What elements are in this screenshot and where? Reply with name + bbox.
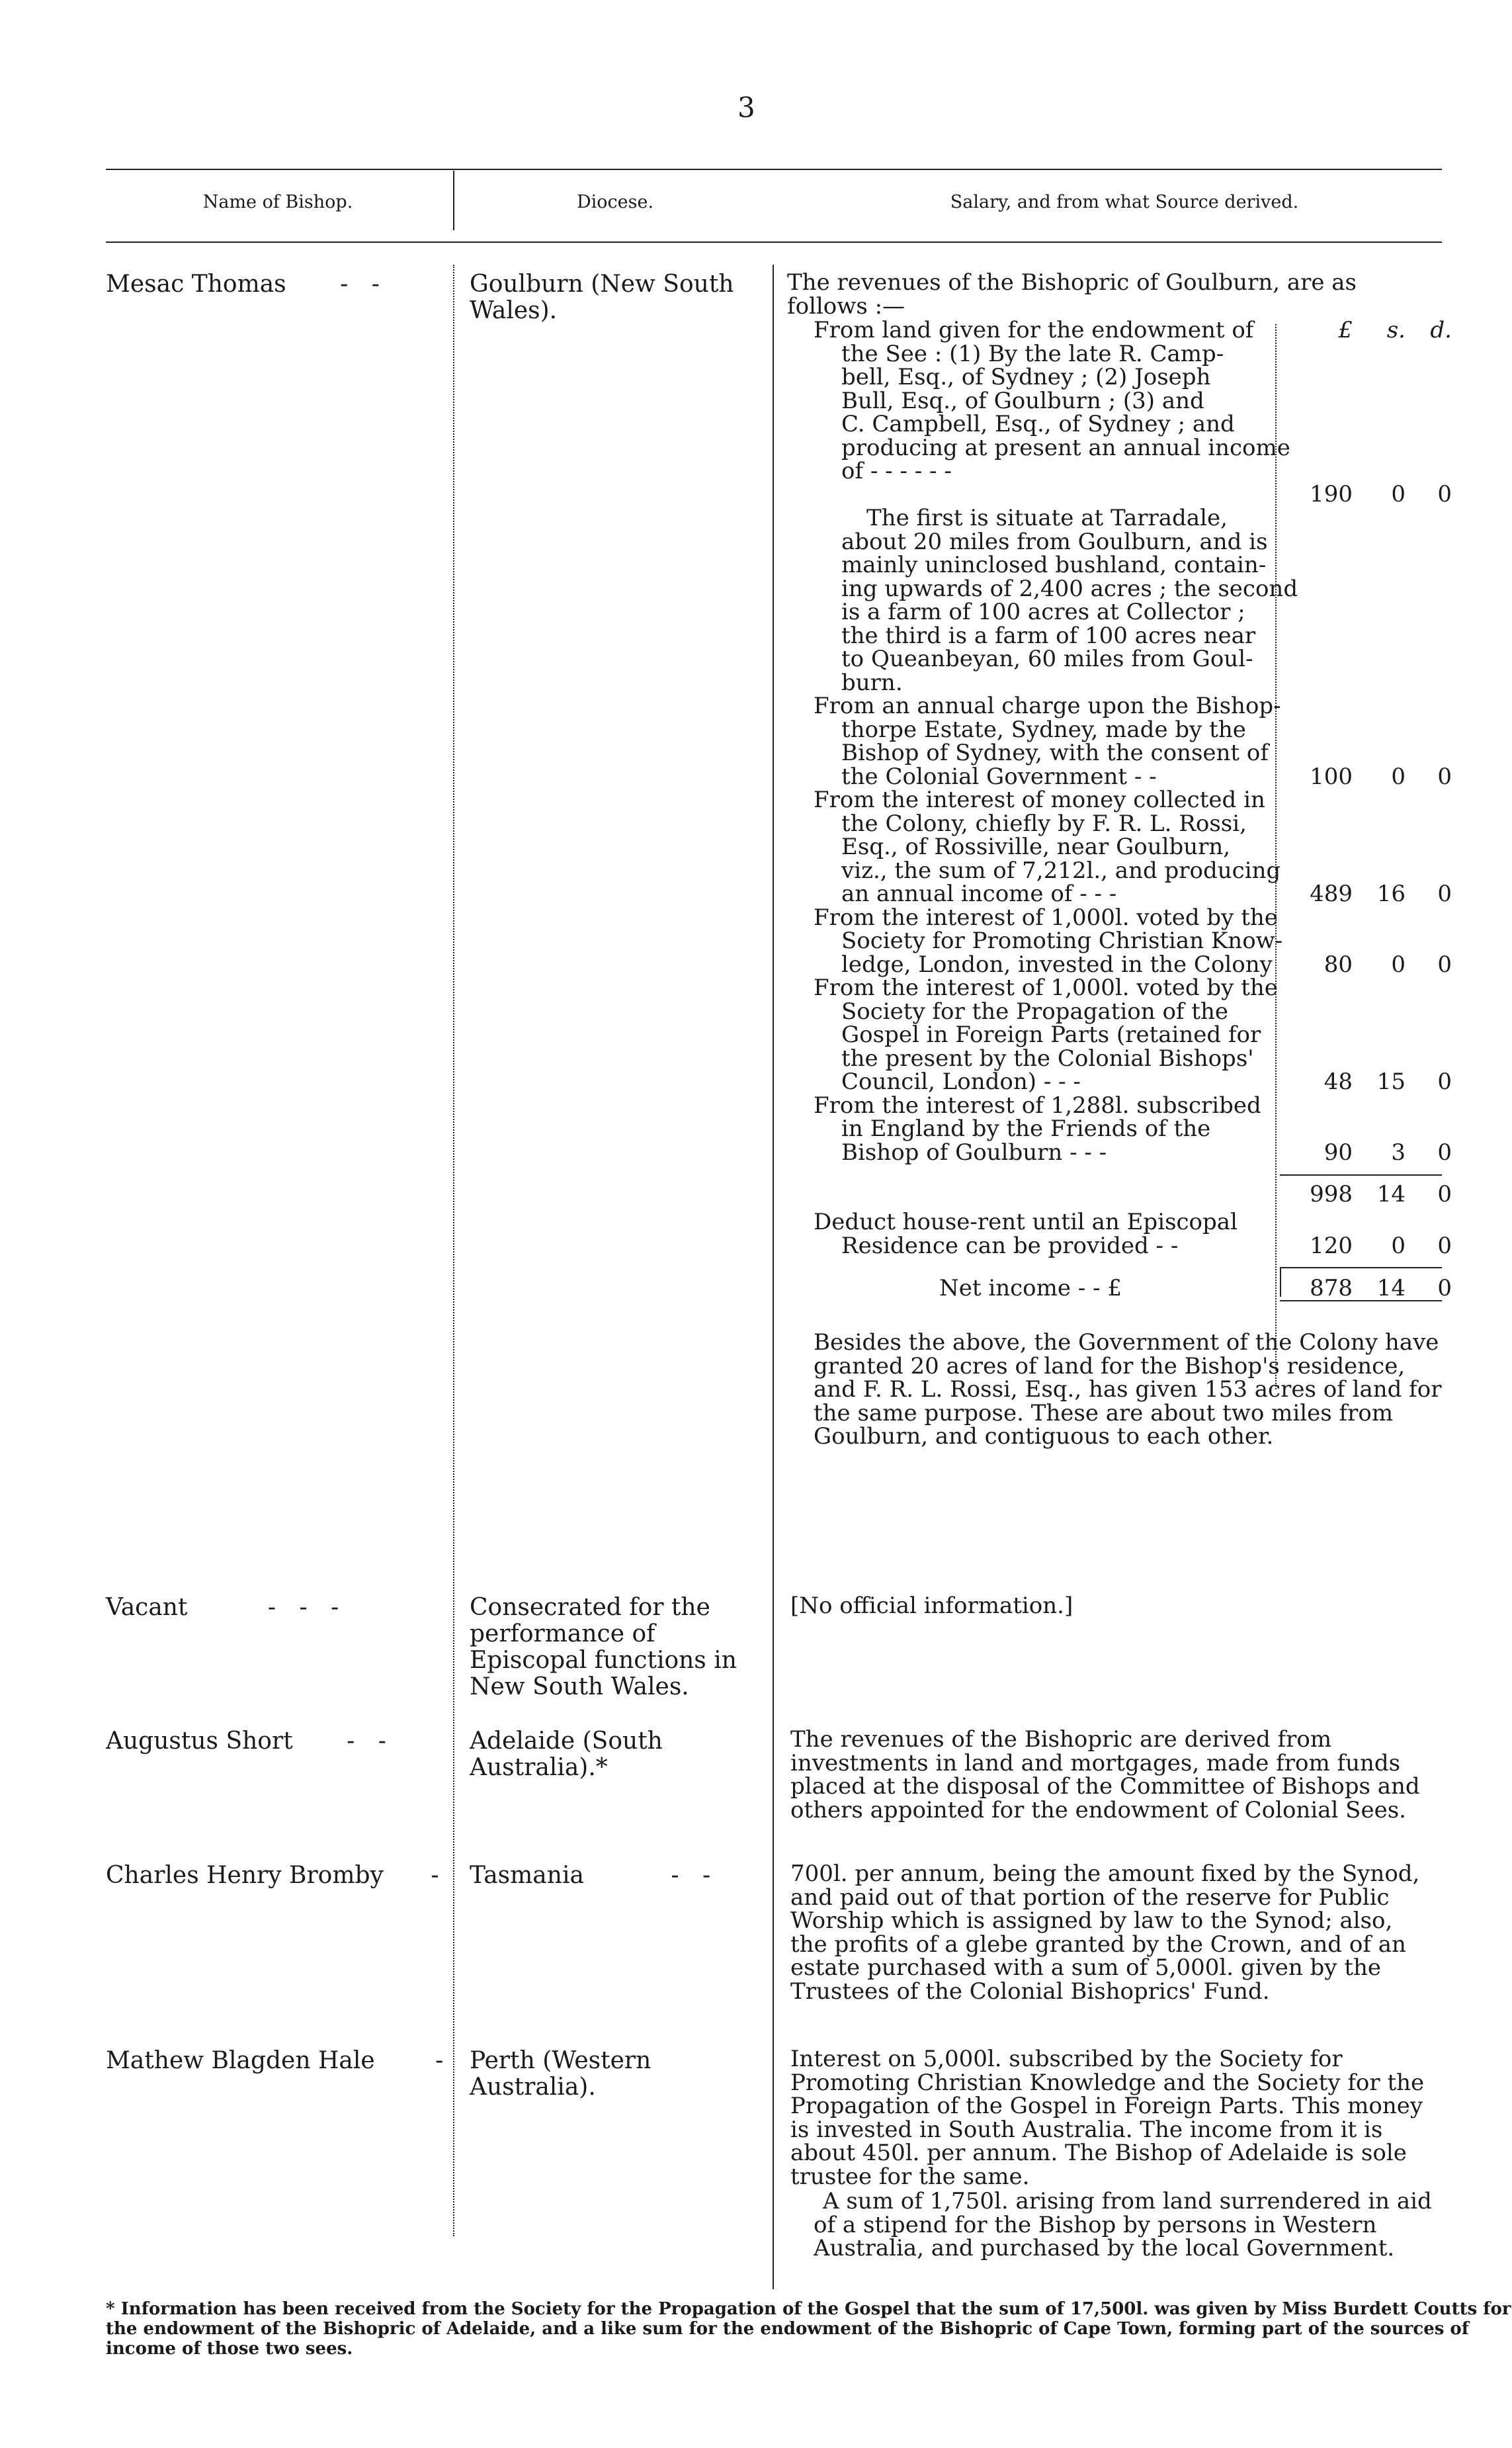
bishop-name-text: Mathew Blagden Hale (106, 2047, 375, 2074)
revenue-line: C. Campbell, Esq., of Sydney ; and (841, 411, 1235, 437)
revenue-line: From the interest of money collected in (814, 787, 1265, 813)
bishop-name-text: Vacant (106, 1594, 188, 1621)
besides-paragraph: Besides the above, the Government of the Colony have granted 20 acres of land for the Bishop's residence, and F. R. L. Rossi, Esq., has given 153 acres of land for the same purpose. These are about two miles from Goulburn, and contiguous to each other. (814, 1329, 1442, 1450)
net-rule (1280, 1267, 1442, 1268)
diocese-text: Goulburn (New South Wales). (470, 271, 734, 324)
net-box-rule (1280, 1267, 1281, 1297)
leader-dots: - - (340, 271, 388, 298)
bishop-name (106, 271, 388, 298)
column-divider-diocese-salary (773, 265, 774, 2289)
leader-dots: - - - (267, 1594, 347, 1621)
amount-row (1300, 765, 1452, 789)
subtotal-pence: 0 (1437, 1181, 1452, 1207)
amount-shillings: 16 (1376, 881, 1406, 907)
revenue-line: Council, London) - - - (841, 1069, 1081, 1095)
net-row (1300, 1277, 1452, 1301)
column-header-diocese: Diocese. (576, 192, 654, 212)
diocese-text: Adelaide (South Australia).* (470, 1727, 663, 1781)
diocese-text (470, 1862, 761, 1889)
diocese-text: Perth (Western Australia). (470, 2047, 651, 2101)
amount-pence: 0 (1437, 951, 1452, 978)
revenue-line: Society for Promoting Christian Know- (841, 928, 1283, 954)
deduct-shillings: 0 (1391, 1233, 1406, 1259)
amount-shillings: 0 (1391, 481, 1406, 507)
footnote: * Information has been received from the Society for the Propagation of the Gospel that the sum of 17,500l. was given by Miss Burdett Coutts for the endowment of the Bishopric of Adelaide, and a like sum for the endowment of the Bishopric of Cape Town, forming part of the sources of income of those two sees. (106, 2299, 1511, 2359)
amount-pence: 0 (1437, 481, 1452, 507)
revenue-line: viz., the sum of 7,212l., and producing (841, 857, 1281, 884)
revenue-line: Society for the Propagation of the (841, 998, 1229, 1025)
revenue-line: From land given for the endowment of (814, 317, 1254, 343)
revenue-line: ing upwards of 2,400 acres ; the second (841, 576, 1298, 602)
salary-text: [No official information.] (790, 1593, 1073, 1619)
deduct-line: Residence can be provided - - (841, 1233, 1179, 1259)
salary-intro-line: The revenues of the Bishopric of Goulburn, are as (787, 269, 1357, 296)
header-divider-1 (453, 171, 454, 230)
diocese-text: Consecrated for the performance of Episcopal functions in New South Wales. (470, 1594, 737, 1700)
shillings-header: s. (1386, 317, 1406, 343)
header-top-rule (106, 169, 1442, 170)
revenue-line: an annual income of - - - (841, 881, 1117, 907)
revenue-line: is a farm of 100 acres at Collector ; (841, 599, 1245, 625)
bishop-name (106, 2048, 451, 2074)
revenue-line: bell, Esq., of Sydney ; (2) Joseph (841, 364, 1211, 390)
net-bottom-rule (1280, 1300, 1442, 1301)
amount-pence: 0 (1437, 1139, 1452, 1166)
header-bottom-rule (106, 241, 1442, 243)
revenue-line: Esq., of Rossiville, near Goulburn, (841, 834, 1231, 860)
amount-column-rule (1275, 324, 1277, 1389)
revenue-line: the See : (1) By the late R. Camp- (841, 341, 1224, 367)
salary-text: The revenues of the Bishopric are derived from investments in land and mortgages, made from funds placed at the disposal of the Committee of Bishops and others appointed for the endowment of Colonial Sees. (790, 1726, 1420, 1823)
revenue-line: Bishop of Goulburn - - - (841, 1139, 1107, 1166)
net-pounds: 878 (1310, 1275, 1353, 1301)
amount-shillings: 3 (1391, 1139, 1406, 1166)
amount-pounds: 48 (1323, 1069, 1353, 1095)
amount-pounds: 190 (1310, 481, 1353, 507)
net-income-label: Net income - - £ (939, 1275, 1122, 1301)
amount-row (1300, 483, 1452, 507)
amount-pence: 0 (1437, 1069, 1452, 1095)
revenue-line: Bull, Esq., of Goulburn ; (3) and (841, 388, 1204, 414)
revenue-line: Bishop of Sydney, with the consent of (841, 740, 1269, 766)
diocese-name: Tasmania (470, 1862, 584, 1889)
amount-pence: 0 (1437, 764, 1452, 790)
revenue-line: in England by the Friends of the (841, 1115, 1211, 1142)
deduct-pounds: 120 (1310, 1233, 1353, 1259)
revenue-line: mainly uninclosed bushland, contain- (841, 552, 1267, 578)
pounds-header: £ (1338, 317, 1353, 343)
revenue-line: Gospel in Foreign Parts (retained for (841, 1022, 1261, 1048)
leader-dots: - (435, 2047, 452, 2074)
page-number: 3 (737, 91, 755, 124)
amount-pence: 0 (1437, 881, 1452, 907)
bishop-name (106, 1862, 447, 1889)
deduct-row (1300, 1235, 1452, 1258)
revenue-line: the Colonial Government - - (841, 764, 1157, 790)
pence-header: d. (1430, 317, 1452, 343)
revenue-line: of - - - - - - (841, 458, 952, 484)
revenue-line: producing at present an annual income (841, 435, 1290, 461)
revenue-line: From the interest of 1,000l. voted by the (814, 904, 1278, 931)
revenue-line: ledge, London, invested in the Colony (841, 951, 1273, 978)
bishop-name-text: Charles Henry Bromby (106, 1862, 384, 1889)
subtotal-row (1300, 1183, 1452, 1207)
bishop-name-text: Augustus Short (106, 1727, 293, 1755)
revenue-line: From the interest of 1,288l. subscribed (814, 1092, 1261, 1119)
amount-pounds: 80 (1323, 951, 1353, 978)
revenue-line: thorpe Estate, Sydney, made by the (841, 717, 1246, 743)
amount-shillings: 0 (1391, 764, 1406, 790)
amount-pounds: 100 (1310, 764, 1353, 790)
revenue-line: to Queanbeyan, 60 miles from Goul- (841, 646, 1253, 672)
amount-shillings: 15 (1376, 1069, 1406, 1095)
revenue-line: From an annual charge upon the Bishop- (814, 693, 1281, 719)
salary-intro-line: follows :— (787, 293, 905, 320)
column-header-salary: Salary, and from what Source derived. (950, 192, 1299, 212)
amount-row (1300, 883, 1452, 906)
revenue-line: the Colony, chiefly by F. R. L. Rossi, (841, 810, 1247, 837)
net-shillings: 14 (1376, 1275, 1406, 1301)
subtotal-rule (1280, 1174, 1442, 1176)
currency-header (1300, 319, 1452, 343)
salary-text: 700l. per annum, being the amount fixed by the Synod, and paid out of that portion of the reserve for Public Worship which is assigned by law to the Synod; also, the profits of a glebe granted by the Crown, and of an estate purchased with a sum of 5,000l. given by the Trustees of the Colonial Bishoprics' Fund. (790, 1860, 1420, 2005)
subtotal-pounds: 998 (1310, 1181, 1353, 1207)
salary-text: Interest on 5,000l. subscribed by the Society for Promoting Christian Knowledge and the Society for the Propagation of the Gospel in Foreign Parts. This money is invested in South Australia. The income from it is about 450l. per annum. The Bishop of Adelaide is sole trustee for the same. (790, 2046, 1425, 2190)
bishop-name (106, 1728, 394, 1755)
bishop-name-text: Mesac Thomas (106, 271, 286, 298)
amount-pounds: 90 (1323, 1139, 1353, 1166)
revenue-line: burn. (841, 670, 903, 696)
net-pence: 0 (1437, 1275, 1452, 1301)
leader-dots: - (431, 1862, 447, 1889)
revenue-line: From the interest of 1,000l. voted by the (814, 975, 1278, 1001)
amount-shillings: 0 (1391, 951, 1406, 978)
amount-row (1300, 953, 1452, 977)
amount-row (1300, 1141, 1452, 1165)
column-divider-name-diocese (453, 265, 454, 2236)
salary-text-continued: A sum of 1,750l. arising from land surrendered in aid of a stipend for the Bishop by persons in Western Australia, and purchased by the local Government. (814, 2188, 1432, 2261)
subtotal-shillings: 14 (1376, 1181, 1406, 1207)
revenue-line: the third is a farm of 100 acres near (841, 623, 1256, 649)
amount-pounds: 489 (1310, 881, 1353, 907)
deduct-pence: 0 (1437, 1233, 1452, 1259)
revenue-line: about 20 miles from Goulburn, and is (841, 529, 1268, 555)
bishop-name (106, 1595, 347, 1621)
amount-row (1300, 1071, 1452, 1094)
leader-dots: - - (671, 1862, 719, 1889)
leader-dots: - - (347, 1727, 394, 1755)
revenue-line: the present by the Colonial Bishops' (841, 1045, 1254, 1072)
deduct-line: Deduct house-rent until an Episcopal (814, 1209, 1238, 1235)
column-header-name: Name of Bishop. (202, 192, 353, 212)
revenue-line: The first is situate at Tarradale, (866, 505, 1228, 531)
